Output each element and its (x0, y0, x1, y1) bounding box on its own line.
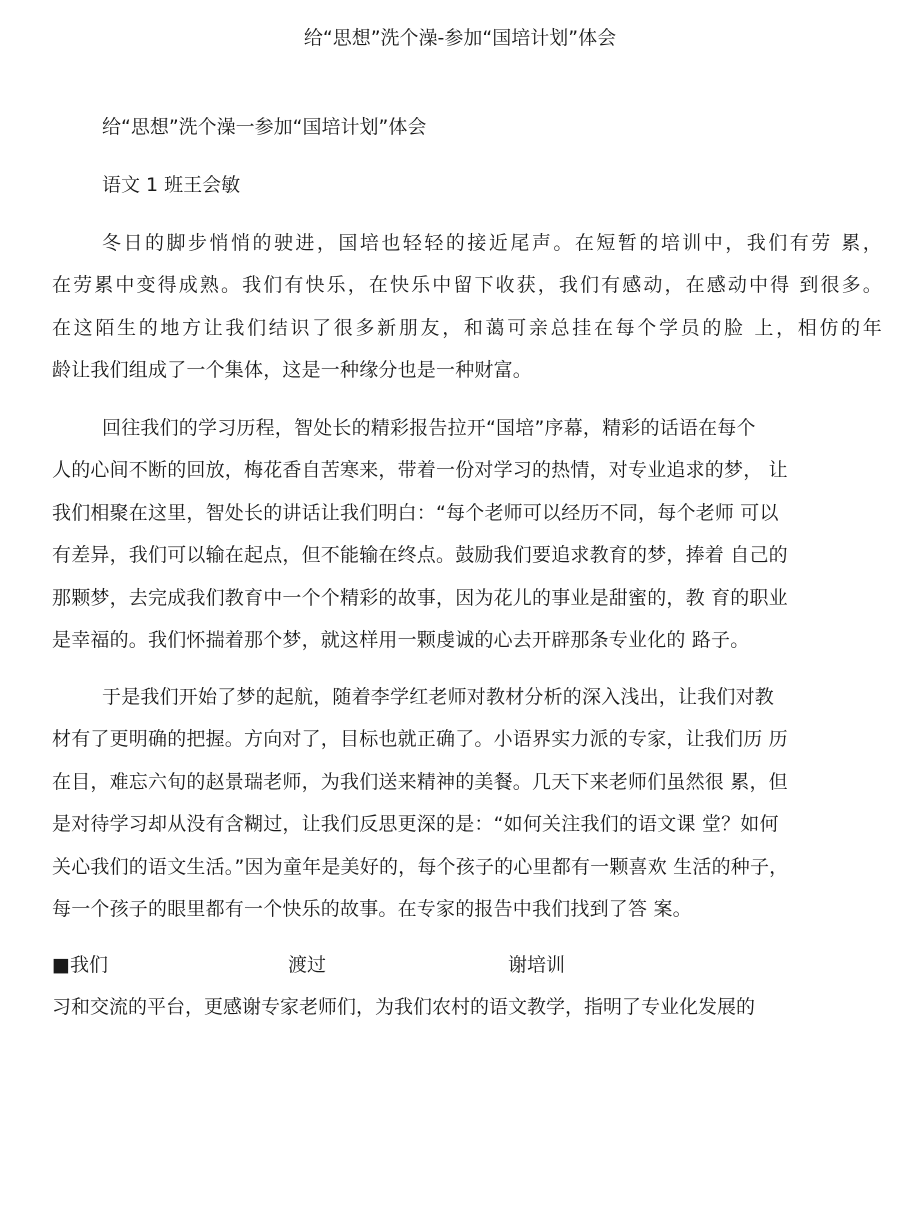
trailing-text-line: 习和交流的平台，更感谢专家老师们，为我们农村的语文教学，指明了专业化发展的 (52, 996, 756, 1018)
fragment-row (52, 951, 872, 979)
paragraph-3 (52, 683, 882, 937)
text-line: 有差异，我们可以输在起点，但不能输在终点。鼓励我们要追求教育的梦，捧着 自己的 (52, 544, 788, 567)
article-subtitle: 给“思想”洗个澡一参加“国培计划”体会 (102, 116, 427, 138)
fragment-text: 渡过 (288, 954, 327, 976)
fragment-text: ■我们 (52, 954, 108, 976)
text-line: 材有了更明确的把握。方向对了，目标也就正确了。小语界实力派的专家，让我们历 历 (52, 728, 788, 751)
text-line: 回往我们的学习历程，智处长的精彩报告拉开“国培”序幕，精彩的话语在每个 (102, 417, 756, 439)
text-line: 每一个孩子的眼里都有一个快乐的故事。在专家的报告中我们找到了答 案。 (52, 897, 692, 920)
text-line: 在劳累中变得成熟。我们有快乐，在快乐中留下收获，我们有感动，在感动中得 到很多。 (52, 274, 882, 297)
text-line: 关心我们的语文生活。”因为童年是美好的，每个孩子的心里都有一颗喜欢 生活的种子， (52, 855, 789, 878)
text-line: 那颗梦，去完成我们教育中一个个精彩的故事，因为花儿的事业是甜蜜的，教 育的职业 (52, 586, 788, 609)
text-line: 在目，难忘六旬的赵景瑞老师，为我们送来精神的美餐。几天下来老师们虽然很 累，但 (52, 770, 788, 793)
article-author: 语文 1 班王会敏 (102, 174, 241, 196)
text-line: 是对待学习却从没有含糊过，让我们反思更深的是：“如何关注我们的语文课 堂？如何 (52, 813, 779, 836)
text-line: 我们相聚在这里，智处长的讲话让我们明白：“每个老师可以经历不同，每个老师 可以 (52, 501, 779, 524)
text-line: 于是我们开始了梦的起航，随着李学红老师对教材分析的深入浅出，让我们对教 (102, 686, 775, 708)
paragraph-2 (52, 414, 882, 668)
text-line: 是幸福的。我们怀揣着那个梦，就这样用一颗虔诚的心去开辟那条专业化的 路子。 (52, 628, 750, 651)
fragment-text: 谢培训 (508, 954, 566, 976)
text-line: 龄让我们组成了一个集体，这是一种缘分也是一种财富。 (52, 359, 533, 382)
page-header-title: 给“思想”洗个澡-参加“国培计划”体会 (303, 27, 617, 49)
paragraph-1 (52, 229, 882, 399)
text-line: 人的心间不断的回放，梅花香自苦寒来，带着一份对学习的热情，对专业追求的梦， 让 (52, 459, 788, 482)
text-line: 冬日的脚步悄悄的驶进，国培也轻轻的接近尾声。在短暂的培训中，我们有劳 累， (102, 232, 882, 254)
text-line: 在这陌生的地方让我们结识了很多新朋友，和蔼可亲总挂在每个学员的脸 上，相仿的年 (52, 316, 882, 339)
